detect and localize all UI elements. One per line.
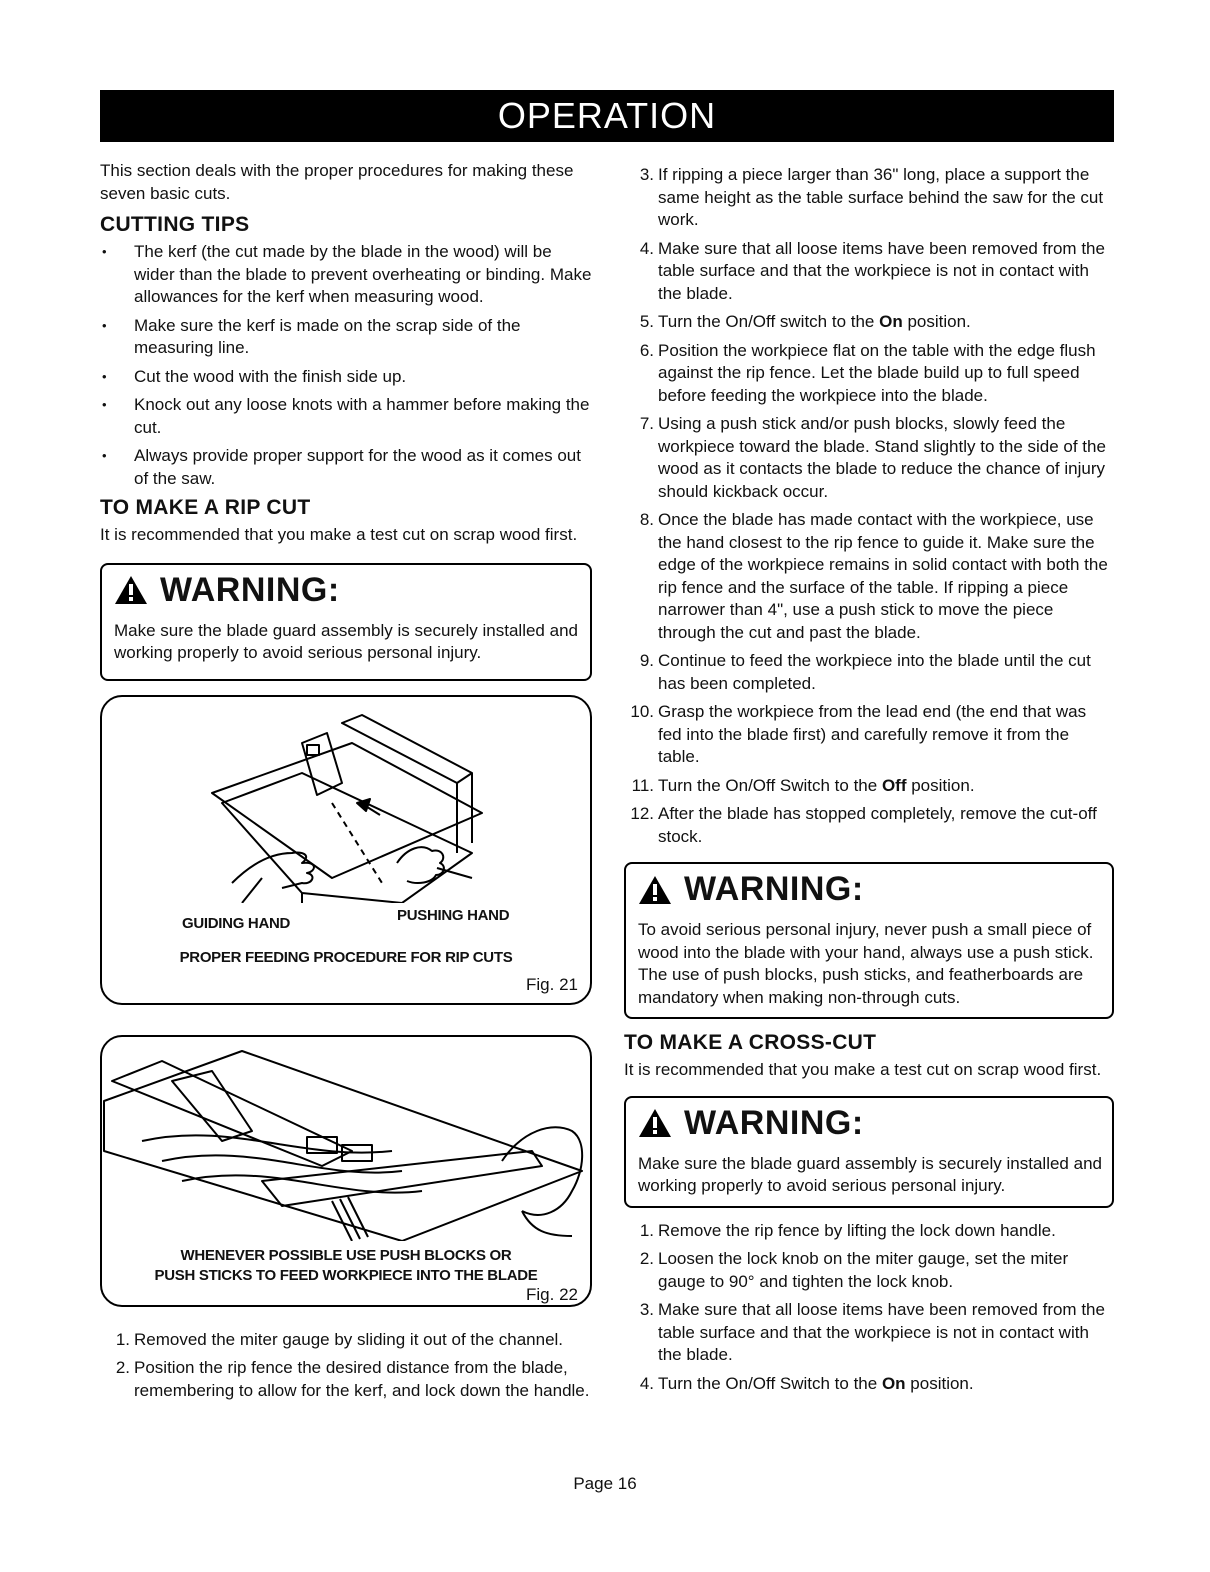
rip-cut-intro: It is recommended that you make a test cut on scrap wood first.	[100, 525, 578, 544]
figure-number: Fig. 22	[526, 1284, 578, 1304]
warning-text: To avoid serious personal injury, never push a small piece of wood into the blade with your hand, always use a push stick. The use of push blocks, push sticks, and featherboards are mandatory when making non-through cuts.	[638, 920, 1094, 1007]
list-item: 4. Make sure that all loose items have been removed from the table surface and that the workpiece is not in contact with the blade.	[639, 238, 1105, 303]
rip-cut-heading: TO MAKE A RIP CUT	[100, 496, 311, 519]
list-item: • Always provide proper support for the wood as it comes out of the saw.	[100, 445, 592, 490]
warning-triangle-icon	[638, 875, 672, 905]
warning-title: WARNING:	[160, 570, 340, 609]
warning-triangle-icon	[114, 575, 148, 605]
list-item: • Knock out any loose knots with a hammer before making the cut.	[100, 394, 592, 439]
warning-heading	[638, 870, 1102, 909]
section-title-banner: OPERATION	[100, 90, 1114, 142]
warning-heading	[638, 1104, 1102, 1143]
push-stick-illustration	[102, 1041, 590, 1241]
warning-text: Make sure the blade guard assembly is securely installed and working properly to avoid serious personal injury.	[114, 620, 578, 662]
list-item: 3. If ripping a piece larger than 36" long, place a support the same height as the table surface behind the saw for the cut work.	[639, 165, 1104, 229]
intro-paragraph: This section deals with the proper procedures for making these seven basic cuts.	[100, 161, 574, 203]
warning-triangle-icon	[638, 1108, 672, 1138]
list-item: 3. Make sure that all loose items have been removed from the table surface and that the workpiece is not in contact with the blade.	[639, 1300, 1105, 1364]
figure-21	[100, 695, 592, 1005]
list-item: 2. Position the rip fence the desired distance from the blade, remembering to allow for the kerf, and lock down the handle.	[115, 1358, 590, 1400]
warning-box	[624, 862, 1114, 1019]
guiding-hand-label: GUIDING HAND	[182, 914, 291, 932]
warning-box	[100, 563, 592, 681]
list-item: • Make sure the kerf is made on the scrap side of the measuring line.	[100, 315, 592, 360]
list-item: 2. Loosen the lock knob on the miter gauge, set the miter gauge to 90° and tighten the lock knob.	[639, 1249, 1069, 1291]
figure-caption: PROPER FEEDING PROCEDURE FOR RIP CUTS	[179, 948, 513, 966]
list-item: • Cut the wood with the finish side up.	[100, 366, 592, 389]
rip-steps-list-part2	[624, 164, 1114, 848]
warning-text: Make sure the blade guard assembly is securely installed and working properly to avoid serious personal injury.	[638, 1153, 1102, 1195]
cutting-tips-list	[100, 241, 592, 490]
warning-heading	[114, 571, 580, 610]
figure-caption-line2: PUSH STICKS TO FEED WORKPIECE INTO THE BLADE	[154, 1266, 538, 1284]
list-item: 6. Position the workpiece flat on the table with the edge flush against the rip fence. Let the blade build up to full speed before feeding the workpiece into the blade.	[639, 340, 1096, 405]
cross-cut-steps-list	[624, 1220, 1114, 1396]
list-item: 11. Turn the On/Off Switch to the Off position.	[631, 775, 975, 795]
list-item: 4. Turn the On/Off Switch to the On position.	[639, 1373, 974, 1393]
figure-number: Fig. 21	[526, 974, 578, 994]
right-column	[624, 164, 1114, 1401]
list-item: 12. After the blade has stopped completely, remove the cut-off stock.	[630, 804, 1097, 846]
pushing-hand-label: PUSHING HAND	[397, 906, 510, 924]
list-item: 5. Turn the On/Off switch to the On position.	[639, 312, 971, 331]
page-number: Page 16	[573, 1474, 637, 1493]
list-item: 7. Using a push stick and/or push blocks, slowly feed the workpiece toward the blade. Stand slightly to the side of the wood as it contacts the blade to reduce the chance of injury should kickback occur.	[639, 414, 1106, 501]
list-item: 1. Removed the miter gauge by sliding it out of the channel.	[115, 1329, 564, 1349]
cross-cut-heading: TO MAKE A CROSS-CUT	[624, 1031, 877, 1054]
list-item: 9. Continue to feed the workpiece into the blade until the cut has been completed.	[639, 651, 1091, 693]
warning-title: WARNING:	[684, 1103, 864, 1142]
figure-caption-line1: WHENEVER POSSIBLE USE PUSH BLOCKS OR	[180, 1246, 512, 1264]
cutting-tips-heading: CUTTING TIPS	[100, 213, 250, 236]
list-item: • The kerf (the cut made by the blade in the wood) will be wider than the blade to prevent overheating or binding. Make allowances for the kerf when measuring wood.	[100, 241, 592, 309]
cross-cut-intro: It is recommended that you make a test cut on scrap wood first.	[624, 1060, 1102, 1079]
list-item: 10. Grasp the workpiece from the lead end (the end that was fed into the blade first) and carefully remove it from the table.	[630, 702, 1087, 766]
figure-22	[100, 1035, 592, 1307]
warning-title: WARNING:	[684, 870, 864, 908]
left-column	[100, 160, 592, 1408]
warning-box	[624, 1096, 1114, 1208]
rip-steps-list-part1	[100, 1329, 592, 1403]
list-item: 1. Remove the rip fence by lifting the lock down handle.	[639, 1220, 1056, 1240]
rip-cut-illustration	[102, 703, 590, 903]
list-item: 8. Once the blade has made contact with the workpiece, use the hand closest to the rip fence to guide it. Make sure the edge of the workpiece remains in solid contact with both the rip fence and the surface of the table. If ripping a piece narrower than 4", use a push stick to move the piece through the cut and past the blade.	[639, 510, 1108, 642]
